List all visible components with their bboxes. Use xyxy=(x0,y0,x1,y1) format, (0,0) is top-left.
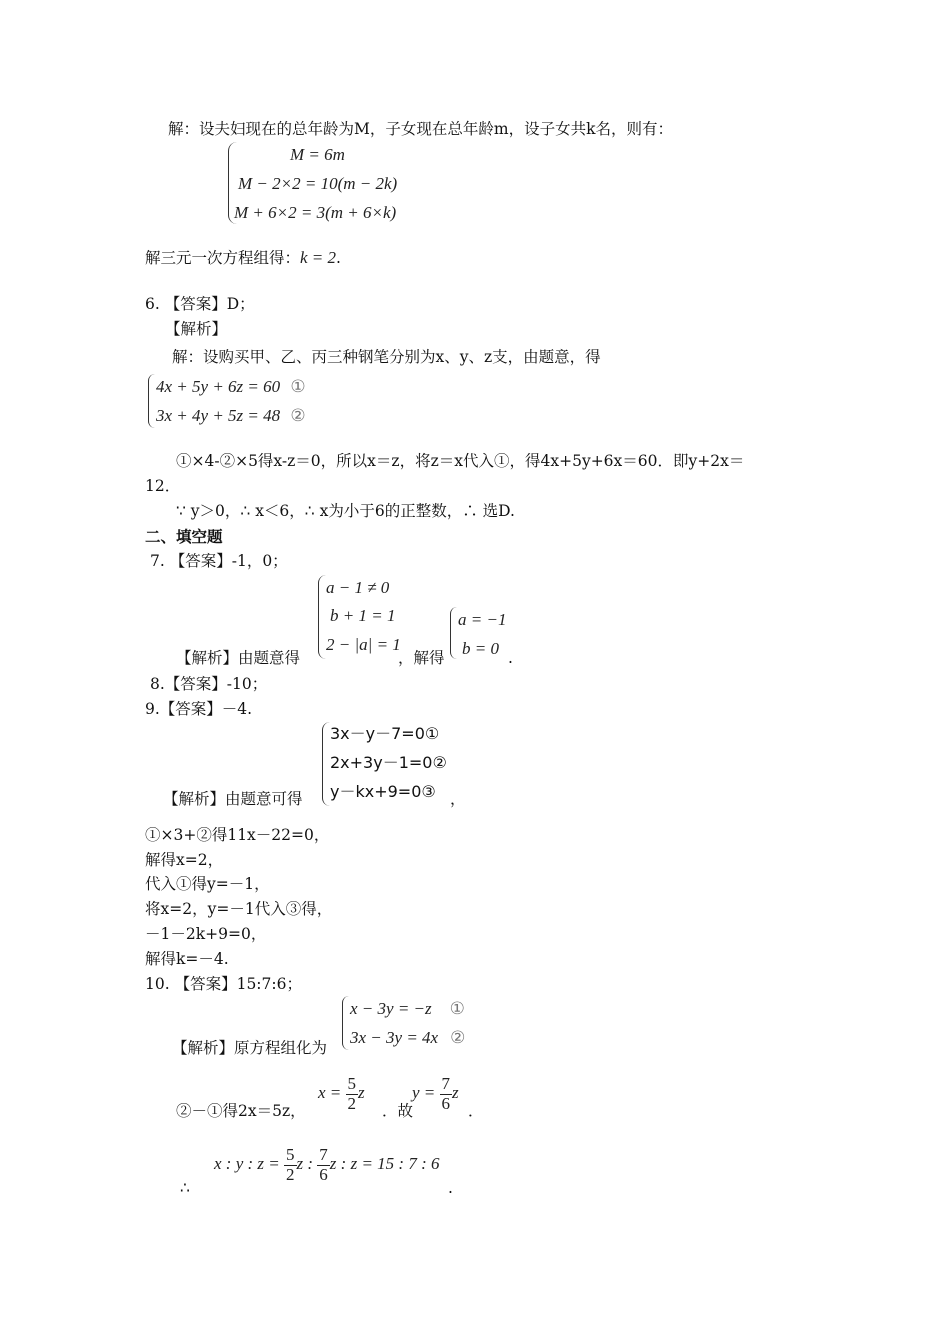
q6-step2: ∵ y＞0，∴ x＜6，∴ x为小于6的正整数，∴ 选D. xyxy=(176,502,515,520)
q9-step5: －1－2k+9=0， xyxy=(145,925,267,943)
q9-step1: ①×3+②得11x－22=0， xyxy=(145,826,330,844)
q7-system-brace xyxy=(318,575,326,659)
q6-answer: 6. 【答案】D； xyxy=(145,295,255,313)
q10-ratio-end: z : z = 15 : 7 : 6 xyxy=(329,1154,440,1174)
q6-step1-cont: 12． xyxy=(145,477,181,495)
q10-x-var: z xyxy=(358,1083,365,1103)
q6-system-brace xyxy=(148,374,155,428)
q9-step2: 解得x=2， xyxy=(145,851,224,869)
q9-system-brace xyxy=(322,722,330,806)
q7-eq1: a − 1 ≠ 0 xyxy=(326,578,390,597)
q7-eq3: 2 − |a| = 1 xyxy=(326,635,401,654)
q6-eq1-text: 4x + 5y + 6z = 60 xyxy=(156,377,281,396)
q10-y-fraction xyxy=(440,1075,453,1113)
p5-conclusion-end: . xyxy=(336,249,341,267)
q7-sol2: b = 0 xyxy=(462,639,499,658)
q10-final: . xyxy=(448,1179,453,1197)
q10-ratio-den1: 2 xyxy=(286,1164,295,1184)
q10-ratio xyxy=(214,1146,439,1184)
q7-sol1: a = −1 xyxy=(458,610,507,629)
q10-eq1-mark: ① xyxy=(449,999,465,1018)
q10-ratio-num1: 5 xyxy=(286,1145,295,1164)
q10-x-den: 2 xyxy=(347,1093,357,1113)
q10-ratio-num2: 7 xyxy=(319,1145,328,1164)
q10-eq1 xyxy=(350,1000,465,1017)
q9-step3: 代入①得y=－1， xyxy=(145,875,270,893)
p5-conclusion xyxy=(145,249,341,267)
q10-y-lhs: y = xyxy=(412,1083,436,1103)
q10-step: ②－①得2x＝5z， xyxy=(176,1102,306,1120)
q7-eq2: b + 1 = 1 xyxy=(330,606,396,625)
q7-analysis: 【解析】由题意得 xyxy=(176,649,301,667)
p5-eq2: M − 2×2 = 10(m − 2k) xyxy=(238,174,398,193)
q7-answer: 7. 【答案】-1，0； xyxy=(150,552,288,570)
q10-system-brace xyxy=(342,996,349,1050)
q10-x-lhs: x = xyxy=(318,1083,342,1103)
section-title: 二、填空题 xyxy=(145,527,223,546)
q10-x-fraction xyxy=(346,1075,359,1113)
q9-eq2: 2x+3y－1=0② xyxy=(330,753,447,772)
p5-conclusion-math: k = 2 xyxy=(300,248,337,267)
q8-answer: 8.【答案】-10； xyxy=(150,675,268,693)
q9-analysis: 【解析】由题意可得 xyxy=(163,790,303,808)
q6-eq2 xyxy=(156,407,306,424)
q7-solution-brace xyxy=(450,607,457,659)
p5-intro: 解：设夫妇现在的总年龄为M，子女现在总年龄m，设子女共k名，则有： xyxy=(168,120,673,138)
q6-eq1 xyxy=(156,378,306,395)
q6-eq2-text: 3x + 4y + 5z = 48 xyxy=(156,406,281,425)
p5-conclusion-text: 解三元一次方程组得： xyxy=(145,249,301,267)
q6-eq1-mark: ① xyxy=(290,377,306,396)
q6-setup: 解：设购买甲、乙、丙三种钢笔分别为x、y、z支，由题意，得 xyxy=(172,348,601,366)
q10-ratio-frac2 xyxy=(317,1146,330,1184)
q7-solve-text: ，解得 xyxy=(398,649,445,667)
q10-answer: 10. 【答案】15:7:6； xyxy=(145,975,302,993)
q10-ratio-den2: 6 xyxy=(319,1164,328,1184)
q10-x-expression xyxy=(318,1075,365,1113)
q10-y-num: 7 xyxy=(441,1074,451,1093)
q7-end: . xyxy=(508,649,513,667)
q6-eq2-mark: ② xyxy=(290,406,306,425)
q10-therefore: ∴ xyxy=(180,1179,190,1197)
q10-hence: ．故 xyxy=(382,1102,414,1120)
q10-analysis: 【解析】原方程组化为 xyxy=(172,1039,328,1057)
q10-y-var: z xyxy=(452,1083,459,1103)
q10-y-expression xyxy=(412,1075,459,1113)
q10-ratio-lhs: x : y : z = xyxy=(214,1154,280,1174)
q9-step4: 将x=2，y=－1代入③得， xyxy=(145,900,333,918)
q10-eq2-mark: ② xyxy=(450,1028,466,1047)
q10-x-num: 5 xyxy=(347,1074,357,1093)
q10-y-den: 6 xyxy=(441,1093,451,1113)
q9-eq3: y－kx+9=0③ xyxy=(330,782,436,801)
q9-step6: 解得k=－4. xyxy=(145,950,229,968)
q9-answer: 9.【答案】－4. xyxy=(145,700,253,718)
q9-comma: ， xyxy=(450,790,466,808)
q9-eq1: 3x－y－7=0① xyxy=(330,724,440,743)
q10-eq2-text: 3x − 3y = 4x xyxy=(350,1028,439,1047)
p5-eq3: M + 6×2 = 3(m + 6×k) xyxy=(234,203,397,222)
q10-ratio-frac1 xyxy=(284,1146,297,1184)
q10-ratio-mid: z : xyxy=(296,1154,314,1174)
q10-eq2 xyxy=(350,1029,465,1046)
q10-eq1-text: x − 3y = −z xyxy=(350,999,432,1018)
q10-period: ． xyxy=(468,1102,484,1120)
q6-analysis-label: 【解析】 xyxy=(165,320,228,338)
p5-eq1: M = 6m xyxy=(290,145,345,164)
q6-step1: ①×4-②×5得x-z＝0，所以x＝z，将z＝x代入①，得4x+5y+6x＝60．即y+2x＝ xyxy=(176,452,745,470)
